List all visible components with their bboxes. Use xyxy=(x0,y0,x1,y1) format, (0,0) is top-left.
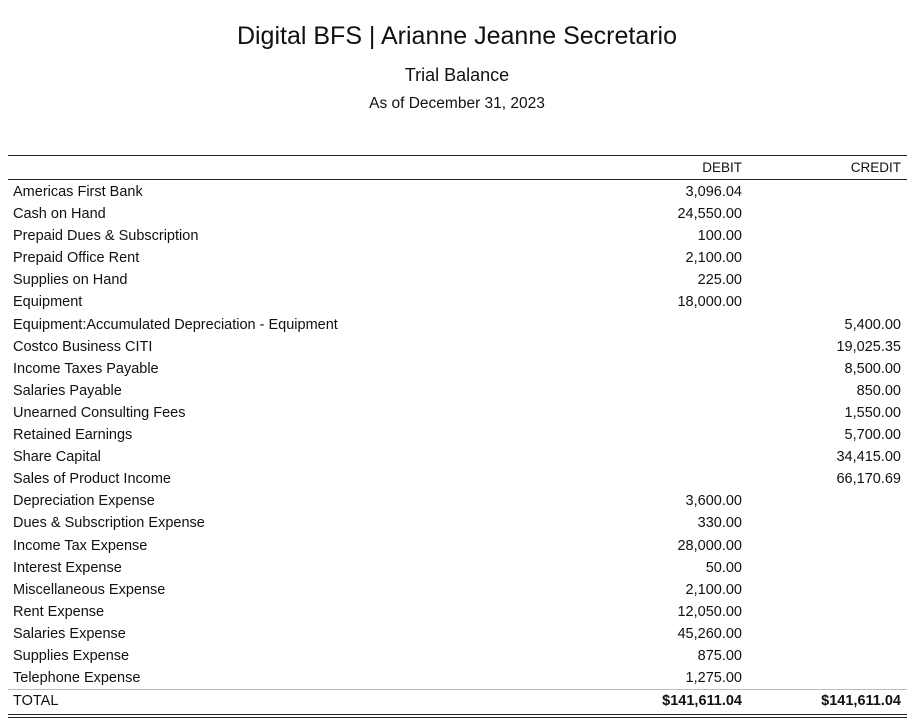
account-name: Prepaid Office Rent xyxy=(13,250,140,267)
table-row xyxy=(8,645,907,667)
account-name: Salaries Payable xyxy=(13,382,122,399)
account-name: Interest Expense xyxy=(13,559,122,576)
account-name: Income Taxes Payable xyxy=(13,360,159,377)
account-name: Rent Expense xyxy=(13,603,105,620)
report-date: As of December 31, 2023 xyxy=(369,95,545,112)
debit-amount: 1,275.00 xyxy=(685,670,742,687)
account-name: Prepaid Dues & Subscription xyxy=(13,228,199,245)
table-row xyxy=(8,314,907,336)
table-row xyxy=(8,579,907,601)
table-row xyxy=(8,557,907,579)
account-name: Share Capital xyxy=(13,449,101,466)
table-row xyxy=(8,535,907,557)
debit-amount: 45,260.00 xyxy=(677,625,742,642)
table-row xyxy=(8,468,907,490)
table-row xyxy=(8,181,907,203)
account-name: Sales of Product Income xyxy=(13,471,171,488)
table-row xyxy=(8,380,907,402)
account-name: Miscellaneous Expense xyxy=(13,581,166,598)
account-rows xyxy=(8,180,907,689)
credit-amount: 34,415.00 xyxy=(836,449,901,466)
account-name: Telephone Expense xyxy=(13,670,141,687)
debit-amount: 2,100.00 xyxy=(685,581,742,598)
credit-amount: 5,400.00 xyxy=(844,316,901,333)
debit-amount: 50.00 xyxy=(705,559,742,576)
column-header-row xyxy=(8,156,907,180)
account-name: Income Tax Expense xyxy=(13,537,148,554)
total-label: TOTAL xyxy=(13,693,59,710)
credit-amount: 8,500.00 xyxy=(844,360,901,377)
bottom-double-rule xyxy=(8,714,907,718)
table-row xyxy=(8,358,907,380)
account-name: Equipment xyxy=(13,294,83,311)
debit-amount: 28,000.00 xyxy=(677,537,742,554)
report-title: Trial Balance xyxy=(404,65,510,85)
table-row xyxy=(8,446,907,468)
credit-amount: 5,700.00 xyxy=(844,427,901,444)
table-row xyxy=(8,623,907,645)
total-debit: $141,611.04 xyxy=(662,693,742,710)
trial-balance-table xyxy=(8,155,907,718)
account-name: Americas First Bank xyxy=(13,184,143,200)
credit-amount: 66,170.69 xyxy=(836,471,901,488)
account-name: Unearned Consulting Fees xyxy=(13,404,186,421)
total-row xyxy=(8,689,907,714)
credit-amount: 850.00 xyxy=(856,382,901,399)
debit-amount: 3,096.04 xyxy=(685,184,742,200)
account-name: Costco Business CITI xyxy=(13,338,153,355)
credit-column-header: CREDIT xyxy=(850,160,901,175)
table-row xyxy=(8,269,907,291)
table-row xyxy=(8,247,907,269)
debit-amount: 18,000.00 xyxy=(677,294,742,311)
table-row xyxy=(8,291,907,313)
company-name: Digital BFS | Arianne Jeanne Secretario xyxy=(236,22,678,50)
table-row xyxy=(8,402,907,424)
account-name: Cash on Hand xyxy=(13,206,106,223)
debit-column-header: DEBIT xyxy=(702,160,742,175)
debit-amount: 100.00 xyxy=(697,228,742,245)
table-row xyxy=(8,203,907,225)
account-name: Dues & Subscription Expense xyxy=(13,515,205,532)
debit-amount: 330.00 xyxy=(697,515,742,532)
account-name: Depreciation Expense xyxy=(13,493,155,510)
debit-amount: 225.00 xyxy=(697,272,742,289)
debit-amount: 2,100.00 xyxy=(685,250,742,267)
table-row xyxy=(8,490,907,512)
account-name: Supplies Expense xyxy=(13,647,130,664)
account-name: Supplies on Hand xyxy=(13,272,128,289)
credit-amount: 1,550.00 xyxy=(844,404,901,421)
table-row xyxy=(8,336,907,358)
account-name: Equipment:Accumulated Depreciation - Equipment xyxy=(13,316,338,333)
table-row xyxy=(8,225,907,247)
table-row xyxy=(8,512,907,534)
credit-amount: 19,025.35 xyxy=(836,338,901,355)
debit-amount: 875.00 xyxy=(697,647,742,664)
debit-amount: 24,550.00 xyxy=(677,206,742,223)
table-row xyxy=(8,667,907,689)
table-row xyxy=(8,601,907,623)
debit-amount: 3,600.00 xyxy=(685,493,742,510)
debit-amount: 12,050.00 xyxy=(677,603,742,620)
table-row xyxy=(8,424,907,446)
account-name: Salaries Expense xyxy=(13,625,126,642)
total-credit: $141,611.04 xyxy=(821,693,901,710)
account-name: Retained Earnings xyxy=(13,427,133,444)
